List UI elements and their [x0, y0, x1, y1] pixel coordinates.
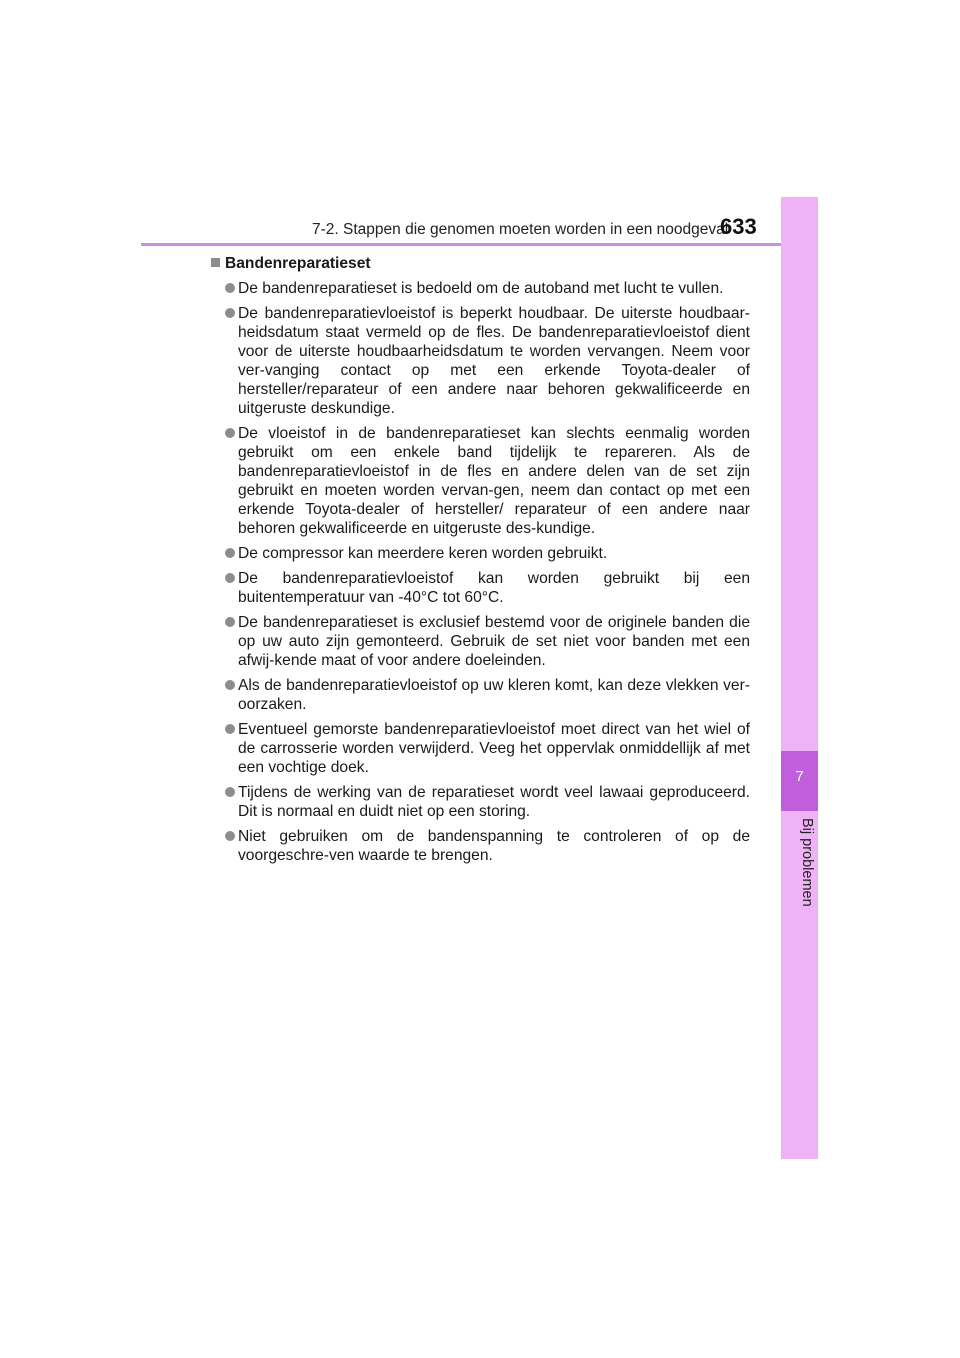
- bullet-dot-icon: [225, 573, 235, 583]
- header-section-title: 7-2. Stappen die genomen moeten worden in een noodgeval: [312, 221, 729, 238]
- bullet-dot-icon: [225, 283, 235, 293]
- list-item: [210, 827, 750, 865]
- list-item: [210, 304, 750, 418]
- page-number: 633: [720, 214, 757, 239]
- list-item-text: De bandenreparatieset is exclusief bestemd voor de originele banden die op uw auto zijn gemonteerd. Gebruik de set niet voor banden met een afwij-kende maat of voor andere doeleinden.: [238, 614, 750, 669]
- list-item-text: De bandenreparatievloeistof kan worden gebruikt bij een buitentemperatuur van -40°C tot 60°C.: [238, 570, 750, 606]
- bullet-dot-icon: [225, 308, 235, 318]
- bullet-dot-icon: [225, 428, 235, 438]
- list-item-text: De vloeistof in de bandenreparatieset kan slechts eenmalig worden gebruikt om een enkele band tijdelijk te repareren. Als de bandenreparatievloeistof in de fles en andere delen van de set zijn gebruikt en moeten worden vervan-gen, neem dan contact op met een erkende Toyota-dealer of hersteller/ reparateur of een andere naar behoren gekwalificeerde en uitgeruste des-kundige.: [238, 425, 750, 537]
- chapter-label: Bij problemen: [799, 818, 815, 907]
- header-rule: [141, 243, 818, 246]
- section-heading: [210, 254, 750, 273]
- list-item-text: De bandenreparatievloeistof is beperkt houdbaar. De uiterste houdbaar-heidsdatum staat vermeld op de fles. De bandenreparatievloeistof dient voor de uiterste houdbaarheidsdatum te worden vervangen. Neem voor ver-vanging contact op met een erkende Toyota-dealer of hersteller/reparateur of een andere naar behoren gekwalificeerde en uitgeruste deskundige.: [238, 305, 750, 417]
- list-item-text: De bandenreparatieset is bedoeld om de autoband met lucht te vullen.: [238, 280, 724, 297]
- list-item-text: Als de bandenreparatievloeistof op uw kleren komt, kan deze vlekken ver-oorzaken.: [238, 677, 750, 713]
- list-item-text: Tijdens de werking van de reparatieset wordt veel lawaai geproduceerd. Dit is normaal en duidt niet op een storing.: [238, 784, 750, 820]
- list-item-text: Niet gebruiken om de bandenspanning te controleren of op de voorgeschre-ven waarde te brengen.: [238, 828, 750, 864]
- bullet-dot-icon: [225, 787, 235, 797]
- chapter-number: 7: [795, 768, 804, 785]
- list-item-text: De compressor kan meerdere keren worden gebruikt.: [238, 545, 608, 562]
- bullet-dot-icon: [225, 680, 235, 690]
- bullet-dot-icon: [225, 617, 235, 627]
- bullet-list: [210, 279, 750, 865]
- list-item: [210, 424, 750, 538]
- list-item: [210, 569, 750, 607]
- content: [210, 254, 750, 871]
- list-item: [210, 720, 750, 777]
- bullet-dot-icon: [225, 831, 235, 841]
- bullet-dot-icon: [225, 548, 235, 558]
- list-item: [210, 613, 750, 670]
- list-item: [210, 279, 750, 298]
- list-item: [210, 676, 750, 714]
- chapter-tab-strip: [781, 197, 818, 1159]
- bullet-dot-icon: [225, 724, 235, 734]
- section-heading-text: Bandenreparatieset: [225, 255, 371, 272]
- list-item-text: Eventueel gemorste bandenreparatievloeistof moet direct van het wiel of de carrosserie worden verwijderd. Veeg het oppervlak onmiddellijk af met een vochtige doek.: [238, 721, 750, 776]
- square-bullet-icon: [211, 258, 220, 267]
- list-item: [210, 783, 750, 821]
- list-item: [210, 544, 750, 563]
